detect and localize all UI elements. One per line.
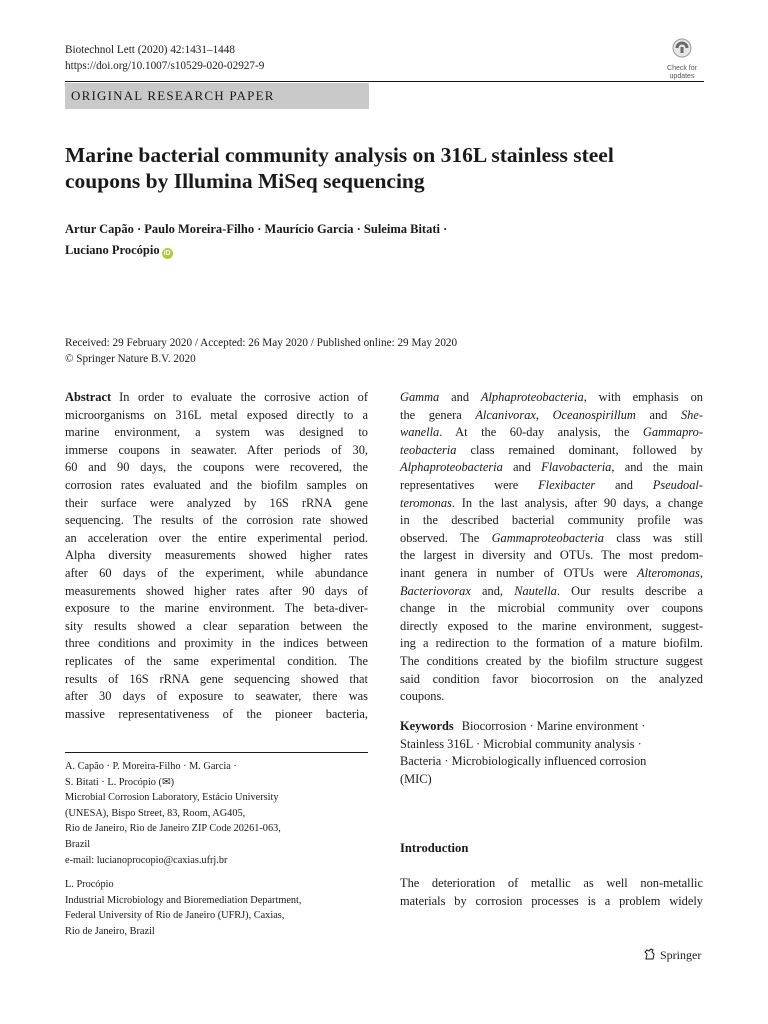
abstract-line: immerse coupons in seawater. After periods of 30, <box>65 442 368 457</box>
affiliation-address-2: Rio de Janeiro, Rio de Janeiro ZIP Code 20261-063, <box>65 823 281 835</box>
abstract-line: massive representativeness of the pioneer bacteria, <box>65 706 368 721</box>
intro-line: The deterioration of metallic as well non-metallic <box>400 876 703 890</box>
abstract-heading: Abstract <box>65 390 112 404</box>
abstract-line: Gamma and Alphaproteobacteria, with emphasis on <box>400 390 703 404</box>
publisher-name: Springer <box>660 948 702 962</box>
copyright-line: © Springer Nature B.V. 2020 <box>65 352 196 365</box>
keywords-line-2: Stainless 316L · Microbial community analysis · <box>400 736 642 751</box>
abstract-line: an acceleration over the entire experimental period. <box>65 530 368 545</box>
abstract-line: coupons. <box>400 689 445 704</box>
check-updates-line2: updates <box>669 72 695 80</box>
keywords <box>400 718 703 788</box>
affiliation-country: Brazil <box>65 838 91 850</box>
abstract-line: inant genera in number of OTUs were Alteromonas, <box>400 565 703 580</box>
abstract-line: Bacteriovorax and, Nautella. Our results describe a <box>400 583 704 598</box>
affiliation-address-1: (UNESA), Bispo Street, 83, Room, AG405, <box>65 807 246 819</box>
abstract-line: representatives were Flexibacter and Pseudoal- <box>400 477 703 492</box>
affiliation-city-b: Rio de Janeiro, Brazil <box>65 925 155 937</box>
abstract-line: measurements showed higher rates after 90 days of <box>65 583 368 598</box>
affiliation-dept-b: Industrial Microbiology and Bioremediation Department, <box>65 894 302 906</box>
abstract-line: their surface were analyzed by 16S rRNA gene <box>65 495 368 510</box>
abstract-line: corrosion rates evaluated and the biofilm samples on <box>65 477 368 492</box>
abstract-line: Alphaproteobacteria and Flavobacteria, and the main <box>400 460 703 475</box>
article-title: Marine bacterial community analysis on 316L stainless steel coupons by Illumina MiSeq sequencing <box>65 143 614 193</box>
abstract-line: change in the microbial community over coupons <box>400 601 703 616</box>
abstract-line: after 30 days of exposure to seawater, there was <box>65 689 368 704</box>
abstract-line: teobacteria class remained dominant, followed by <box>400 442 703 457</box>
abstract-line: marine environment, a system was designed to <box>65 425 368 440</box>
keywords-line-4: (MIC) <box>400 771 432 786</box>
abstract-line: ing a redirection to the formation of a mature biofilm. <box>400 636 703 651</box>
abstract-right-column <box>400 389 703 706</box>
affiliation-authors-2: S. Bitati · L. Procópio (✉) <box>65 776 175 788</box>
abstract-left-column <box>65 389 368 723</box>
introduction-text <box>400 875 703 910</box>
abstract-line: sity results showed a clear separation between the <box>65 618 368 633</box>
abstract-line: microorganisms on 316L metal exposed directly to a <box>65 407 368 422</box>
article-type-banner: ORIGINAL RESEARCH PAPER <box>65 83 369 109</box>
springer-horse-icon <box>643 947 657 961</box>
author-list <box>65 219 705 260</box>
affiliation-institution: Microbial Corrosion Laboratory, Estácio University <box>65 792 279 804</box>
authors-line-1: Artur Capão · Paulo Moreira-Filho · Maurício Garcia · Suleima Bitati · <box>65 222 448 236</box>
abstract-line: in the described bacterial community profile was <box>400 513 703 528</box>
check-for-updates-badge[interactable] <box>660 38 704 78</box>
keywords-line-3: Bacteria · Microbiologically influenced corrosion <box>400 754 647 769</box>
affiliation-institution-b: Federal University of Rio de Janeiro (UFRJ), Caxias, <box>65 910 285 922</box>
abstract-line: sequencing. The results of the corrosion rate showed <box>65 513 368 528</box>
check-updates-line1: Check for <box>667 65 697 72</box>
journal-header <box>65 42 264 74</box>
affiliation-author-b: L. Procópio <box>65 879 114 891</box>
affiliation-authors-1: A. Capão · P. Moreira-Filho · M. Garcia · <box>65 761 237 772</box>
abstract-line: the genera Alcanivorax, Oceanospirillum and She- <box>400 407 703 422</box>
abstract-line: three conditions and proximity in the indices between <box>65 636 368 651</box>
introduction-heading: Introduction <box>400 841 469 855</box>
affiliations <box>65 759 368 940</box>
keywords-line-1: Keywords Biocorrosion · Marine environment · <box>400 719 646 733</box>
corresponding-email[interactable]: e-mail: lucianoprocopio@caxias.ufrj.br <box>65 854 228 866</box>
affiliation-spacer <box>65 868 368 877</box>
header-rule <box>65 81 704 82</box>
abstract-line: 60 and 90 days, the coupons were recovered, the <box>65 460 368 475</box>
abstract-line: wanella. At the 60-day analysis, the Gammapro- <box>400 425 703 440</box>
publisher-logo <box>643 947 701 963</box>
keywords-heading: Keywords <box>400 719 454 733</box>
doi-link[interactable]: https://doi.org/10.1007/s10529-020-02927-9 <box>65 60 265 72</box>
publication-dates <box>65 336 457 367</box>
abstract-line: the largest in diversity and OTUs. The most predom- <box>400 548 703 563</box>
abstract-line: teromonas. In the last analysis, after 90 days, a change <box>400 495 703 510</box>
dates-line: Received: 29 February 2020 / Accepted: 26 May 2020 / Published online: 29 May 2020 <box>65 337 458 349</box>
abstract-line: directly exposed to the marine environment, suggest- <box>400 618 703 633</box>
abstract-line: observed. The Gammaproteobacteria class was still <box>400 530 703 545</box>
journal-citation: Biotechnol Lett (2020) 42:1431–1448 <box>65 44 235 56</box>
abstract-line: said condition favor biocorrosion on the analyzed <box>400 671 703 686</box>
abstract-line: after 60 days of the experiment, while abundance <box>65 565 368 580</box>
intro-line: materials by corrosion processes is a problem widely <box>400 893 703 908</box>
abstract-line: replicates of the same experimental condition. The <box>65 653 368 668</box>
abstract-line: The conditions created by the biofilm structure suggest <box>400 653 703 668</box>
orcid-icon[interactable]: iD <box>163 249 171 257</box>
authors-line-2 <box>65 240 705 261</box>
abstract-line: exposure to the marine environment. The beta-diver- <box>65 601 368 616</box>
author-procopio[interactable]: Luciano Procópio <box>65 242 160 257</box>
abstract-line: Alpha diversity measurements showed higher rates <box>65 548 368 563</box>
abstract-line: Abstract In order to evaluate the corrosive action of <box>65 390 368 404</box>
check-updates-icon <box>672 38 692 58</box>
abstract-line: results of 16S rRNA gene sequencing showed that <box>65 671 368 686</box>
footnote-rule <box>65 752 368 753</box>
